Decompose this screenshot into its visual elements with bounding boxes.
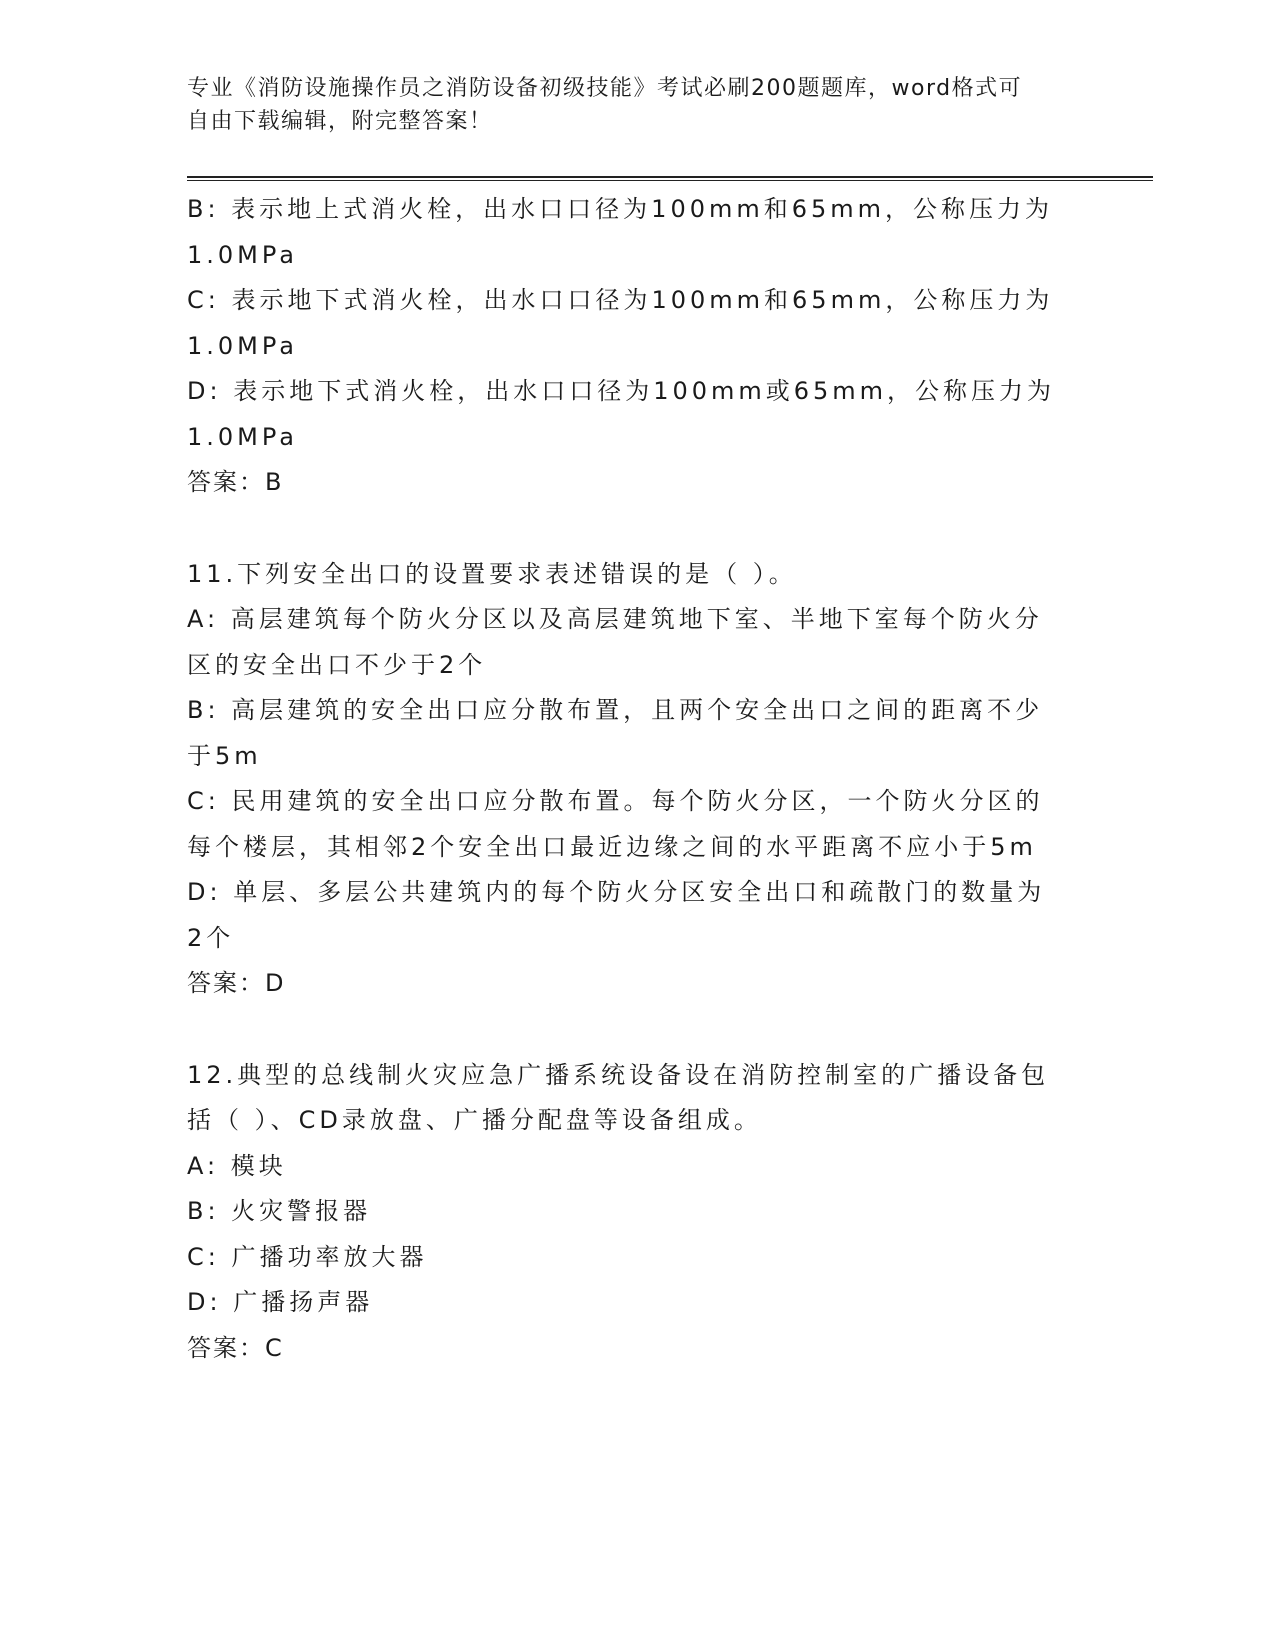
answer-line: 答案：D xyxy=(187,969,286,997)
question-block xyxy=(187,187,1087,506)
text-line: A: 模块 xyxy=(187,1151,287,1180)
header-line-1: 专业《消防设施操作员之消防设备初级技能》考试必刷200题题库，word格式可 xyxy=(187,76,1023,101)
text-line: 1.0MPa xyxy=(187,240,298,269)
text-line: D: 广播扬声器 xyxy=(187,1288,374,1316)
text-line: 区的安全出口不少于2个 xyxy=(187,650,487,679)
text-line: 括（ ）、CD录放盘、广播分配盘等设备组成。 xyxy=(187,1106,762,1134)
question-block xyxy=(187,552,1087,1007)
text-line: A: 高层建筑每个防火分区以及高层建筑地下室、半地下室每个防火分 xyxy=(187,605,1043,633)
text-line: B: 高层建筑的安全出口应分散布置，且两个安全出口之间的距离不少 xyxy=(187,696,1044,724)
document-header xyxy=(187,72,1067,138)
text-line: B: 火灾警报器 xyxy=(187,1197,372,1225)
spacer xyxy=(187,1007,1087,1053)
question-content xyxy=(187,187,1087,1371)
text-line: 1.0MPa xyxy=(187,422,298,451)
answer-line: 答案：C xyxy=(187,1333,284,1362)
text-line: 1.0MPa xyxy=(187,331,298,360)
text-line: D: 表示地下式消火栓，出水口口径为100mm或65mm，公称压力为 xyxy=(187,377,1056,405)
question-block xyxy=(187,1053,1087,1372)
text-line: C: 表示地下式消火栓，出水口口径为100mm和65mm，公称压力为 xyxy=(187,286,1054,314)
spacer xyxy=(187,506,1087,552)
question-stem: 11.下列安全出口的设置要求表述错误的是（ ）。 xyxy=(187,559,797,588)
text-line: 于5m xyxy=(187,741,262,770)
text-line: 每个楼层，其相邻2个安全出口最近边缘之间的水平距离不应小于5m xyxy=(187,832,1037,861)
header-divider xyxy=(187,176,1153,181)
text-line: C: 民用建筑的安全出口应分散布置。每个防火分区，一个防火分区的 xyxy=(187,787,1044,815)
text-line: B: 表示地上式消火栓，出水口口径为100mm和65mm，公称压力为 xyxy=(187,195,1054,223)
text-line: D: 单层、多层公共建筑内的每个防火分区安全出口和疏散门的数量为 xyxy=(187,878,1046,906)
answer-line: 答案：B xyxy=(187,468,284,496)
text-line: C: 广播功率放大器 xyxy=(187,1242,428,1271)
header-line-2: 自由下载编辑，附完整答案！ xyxy=(187,109,493,134)
text-line: 2个 xyxy=(187,923,235,952)
question-stem: 12.典型的总线制火灾应急广播系统设备设在消防控制室的广播设备包 xyxy=(187,1060,1050,1089)
